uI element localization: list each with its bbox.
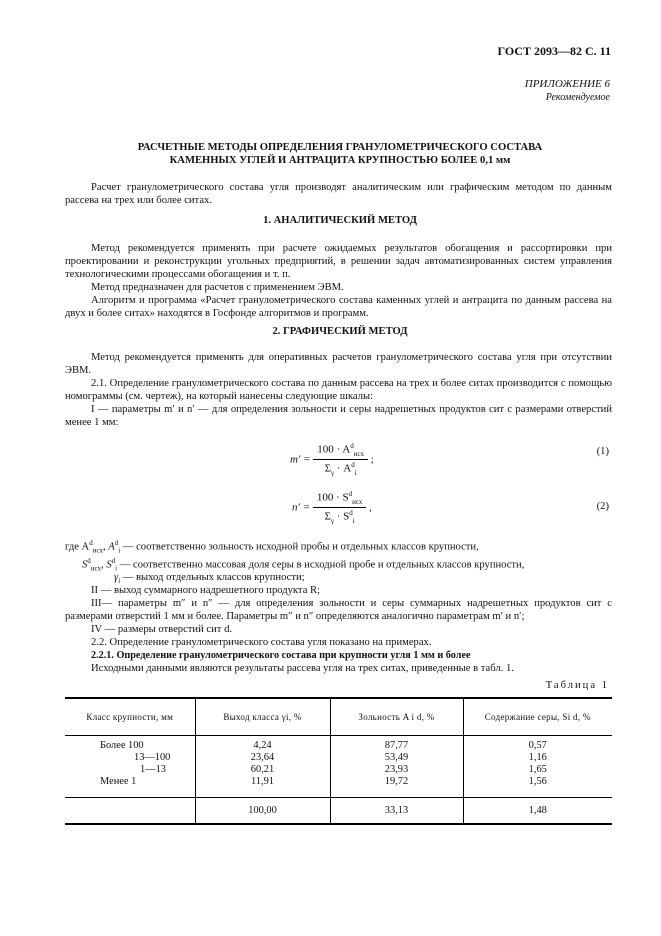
table-cell: Более 100 xyxy=(100,740,144,751)
table-cell: 13—100 xyxy=(134,752,171,763)
formula-2-number: (2) xyxy=(596,501,609,512)
def-ash-symbol-2: , A xyxy=(102,541,115,553)
formula-1-sigma: Σ xyxy=(324,462,332,475)
formula-1-den-sup: d xyxy=(351,460,355,469)
section-2-paragraph-2: 2.1. Определение гранулометрического состава по данным рассева на трех и более ситах производится с помощью номограммы (см. чертеж), на который нанесены следующие шкалы: xyxy=(65,378,612,402)
formula-2-num-sup: d xyxy=(348,490,353,498)
document-title xyxy=(60,141,620,167)
table-cell: 4,24 xyxy=(195,740,330,752)
table-cell: 53,49 xyxy=(330,752,463,764)
section-2-heading: 2. ГРАФИЧЕСКИЙ МЕТОД xyxy=(272,326,408,337)
table-header-sulfur: Содержание серы, Si d, % xyxy=(463,698,612,736)
def-yield-symbol: γ xyxy=(114,572,119,583)
def-sulfur-symbol: S xyxy=(82,559,88,571)
table-cell xyxy=(65,798,195,824)
table-total-row xyxy=(65,798,612,824)
formula-2-lhs: n′ = xyxy=(292,501,311,514)
formula-2-fraction xyxy=(313,490,367,525)
table-cell: Менее 1 xyxy=(100,776,137,787)
definition-yield: $\gamma_i$ — выход отдельных классов крупности; xyxy=(114,572,305,586)
formula-1-den-sub: γ xyxy=(331,468,335,477)
page-header-gost: ГОСТ 2093—82 С. 11 xyxy=(497,44,611,58)
formula-1-fraction xyxy=(313,442,368,477)
def-ash-symbol: где A xyxy=(65,541,90,553)
definition-ash: где $A^d_{исх}$, $A^d_i$ — соответственно зольность исходной пробы и отдельных классов крупности, xyxy=(65,539,479,555)
table-cell: 23,64 xyxy=(195,752,330,764)
scale-ii: II — выход суммарного надрешетного продукта R; xyxy=(91,585,321,596)
table-cell: 60,21 xyxy=(195,764,330,776)
formula-2-numerator: 100 · S xyxy=(316,491,349,504)
table-row xyxy=(65,764,612,776)
def-sulfur-text: — соответственно массовая доля серы в исходной пробе и отдельных классов крупности, xyxy=(117,559,525,571)
definition-sulfur: $S^d_{исх}$, $S^d_i$ — соответственно массовая доля серы в исходной пробе и отдельных классов крупности, xyxy=(82,557,525,573)
table-cell: 100,00 xyxy=(195,798,330,824)
formula-1 xyxy=(290,442,374,477)
formula-2-den-sub2: i xyxy=(352,516,355,525)
section-1-heading: 1. АНАЛИТИЧЕСКИЙ МЕТОД xyxy=(263,215,417,226)
section-2-paragraph-3: I — параметры m′ и n′ — для определения зольности и серы надрешетных продуктов сит с размерами отверстий менее 1 мм: xyxy=(65,404,612,428)
formula-1-den-rest: · A xyxy=(336,462,352,475)
table-cell: 33,13 xyxy=(330,798,463,824)
formula-2-den-sup: d xyxy=(349,508,353,517)
formula-1-numerator: 100 · A xyxy=(317,443,351,456)
section-1-paragraph-3: Алгоритм и программа «Расчет гранулометрического состава каменных углей и антрацита по данным рассева на двух и более ситах» находятся в Госфонде алгоритмов и программ. xyxy=(65,295,612,319)
table-cell: 19,72 xyxy=(330,776,463,788)
table-cell: 0,57 xyxy=(463,740,612,752)
table-row xyxy=(65,740,612,752)
formula-1-num-sub: исх xyxy=(353,449,365,458)
intro-paragraph: Расчет гранулометрического состава угля производят аналитическим или графическим методом по данным рассева на трех или более ситах. xyxy=(65,182,612,206)
table-cell: 1—13 xyxy=(140,764,166,775)
table-cell: 1,48 xyxy=(463,798,612,824)
table-header-class: Класс крупности, мм xyxy=(65,698,195,736)
table-cell: 87,77 xyxy=(330,740,463,752)
section-1-paragraph-2: Метод предназначен для расчетов с применением ЭВМ. xyxy=(91,282,344,293)
table-caption: Таблица 1 xyxy=(545,680,609,691)
title-line-1: РАСЧЕТНЫЕ МЕТОДЫ ОПРЕДЕЛЕНИЯ ГРАНУЛОМЕТРИЧЕСКОГО СОСТАВА xyxy=(137,142,543,153)
formula-1-number: (1) xyxy=(596,446,609,457)
table-cell: 23,93 xyxy=(330,764,463,776)
data-table xyxy=(65,697,612,825)
table-row xyxy=(65,776,612,788)
formula-1-den-sub2: i xyxy=(354,468,357,477)
formula-2 xyxy=(292,490,372,525)
def-ash-text: — соответственно зольность исходной пробы и отдельных классов крупности, xyxy=(120,541,479,553)
formula-2-den-sub: γ xyxy=(330,516,334,525)
table-cell: 1,56 xyxy=(463,776,612,788)
scale-iv: IV — размеры отверстий сит d. xyxy=(91,624,233,635)
section-2-paragraph-1: Метод рекомендуется применять для оперативных расчетов гранулометрического состава угля при отсутствии ЭВМ. xyxy=(65,352,612,376)
table-header-yield: Выход класса γi, % xyxy=(195,698,330,736)
formula-2-sigma: Σ xyxy=(324,510,331,523)
formula-2-den-rest: · S xyxy=(336,510,350,523)
paragraph-2-2-1: 2.2.1. Определение гранулометрического состава при крупности угля 1 мм и более xyxy=(91,650,471,661)
paragraph-2-2: 2.2. Определение гранулометрического состава угля показано на примерах. xyxy=(91,637,432,648)
paragraph-2-2-1-data: Исходными данными являются результаты рассева угля на трех ситах, приведенные в табл. 1. xyxy=(91,663,514,674)
table-cell: 1,16 xyxy=(463,752,612,764)
formula-1-lhs: m′ = xyxy=(290,453,311,466)
section-1-paragraph-1: Метод рекомендуется применять при расчете ожидаемых результатов обогащения и рассортировки при проектировании и реконструкции угольных предприятий, в решении задач автоматизированных систем управления технологическими процессами обогащения и т. п. xyxy=(65,243,612,280)
appendix-status: Рекомендуемое xyxy=(545,92,610,103)
table-row xyxy=(65,752,612,764)
scale-iii: III— параметры m″ и n″ — для определения зольности и серы суммарных надрешетных продуктов сит с размерами отверстий 1 мм и более. Параметры m″ и n″ определяются аналогично параметрам m′ и n′; xyxy=(65,598,612,622)
title-line-2: КАМЕННЫХ УГЛЕЙ И АНТРАЦИТА КРУПНОСТЬЮ БОЛЕЕ 0,1 мм xyxy=(169,155,511,166)
table-cell: 11,91 xyxy=(195,776,330,788)
formula-1-num-sup: d xyxy=(350,442,354,450)
formula-2-tail: , xyxy=(369,501,372,514)
table-header-row xyxy=(65,698,612,736)
appendix-label: ПРИЛОЖЕНИЕ 6 xyxy=(524,78,610,90)
formula-1-tail: ; xyxy=(370,453,374,466)
def-sulfur-symbol-2: , S xyxy=(101,559,112,571)
table-cell: 1,65 xyxy=(463,764,612,776)
formula-2-num-sub: исх xyxy=(352,497,363,506)
table-header-ash: Зольность A i d, % xyxy=(330,698,463,736)
def-yield-text: — выход отдельных классов крупности; xyxy=(120,572,305,583)
